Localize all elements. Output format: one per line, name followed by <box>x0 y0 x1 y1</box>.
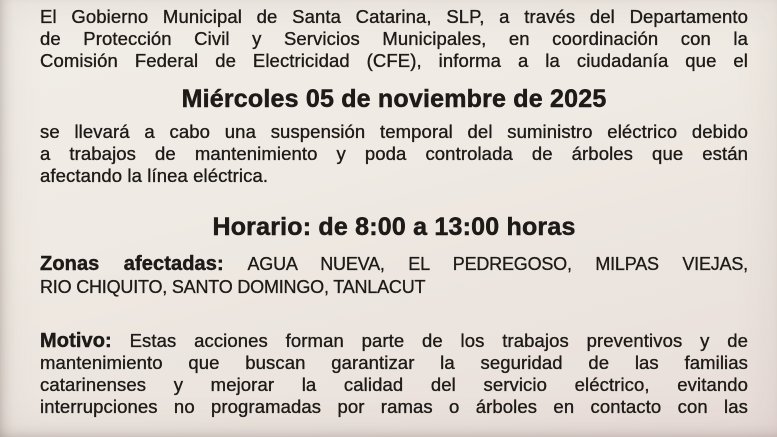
suspension-line-2: a trabajos de mantenimiento y poda controlada de árboles que están <box>40 143 748 164</box>
zones-list-part-1: AGUA NUEVA, EL PEDREGOSO, MILPAS VIEJAS, <box>247 254 748 274</box>
intro-paragraph <box>40 6 748 72</box>
suspension-paragraph <box>40 121 748 187</box>
zones-line-2: RIO CHIQUITO, SANTO DOMINGO, TANLACUT <box>40 277 426 297</box>
zones-label: Zonas afectadas: <box>40 253 224 275</box>
intro-line-1: El Gobierno Municipal de Santa Catarina, SLP, a través del Departamento <box>40 6 748 27</box>
reason-line-4: interrupciones no programadas por ramas o árboles en contacto con las <box>40 396 748 417</box>
reason-line-3: catarinenses y mejorar la calidad del servicio eléctrico, evitando <box>40 374 748 395</box>
intro-line-3: Comisión Federal de Electricidad (CFE), informa a la ciudadanía que el <box>40 50 748 71</box>
zones-paragraph <box>40 253 748 299</box>
reason-text-part-1: Estas acciones forman parte de los trabajos preventivos y de <box>129 330 748 351</box>
reason-label: Motivo: <box>40 330 112 352</box>
zones-line-1 <box>40 253 748 276</box>
schedule-heading: Horario: de 8:00 a 13:00 horas <box>212 213 576 241</box>
intro-line-2: de Protección Civil y Servicios Municipales, en coordinación con la <box>40 28 748 49</box>
suspension-line-3: afectando la línea eléctrica. <box>40 165 269 186</box>
suspension-line-1: se llevará a cabo una suspensión temporal del suministro eléctrico debido <box>40 121 748 142</box>
reason-line-2: mantenimiento que buscan garantizar la seguridad de las familias <box>40 352 748 373</box>
reason-line-1 <box>40 330 748 352</box>
reason-paragraph <box>40 330 748 418</box>
date-heading: Miércoles 05 de noviembre de 2025 <box>181 85 607 113</box>
